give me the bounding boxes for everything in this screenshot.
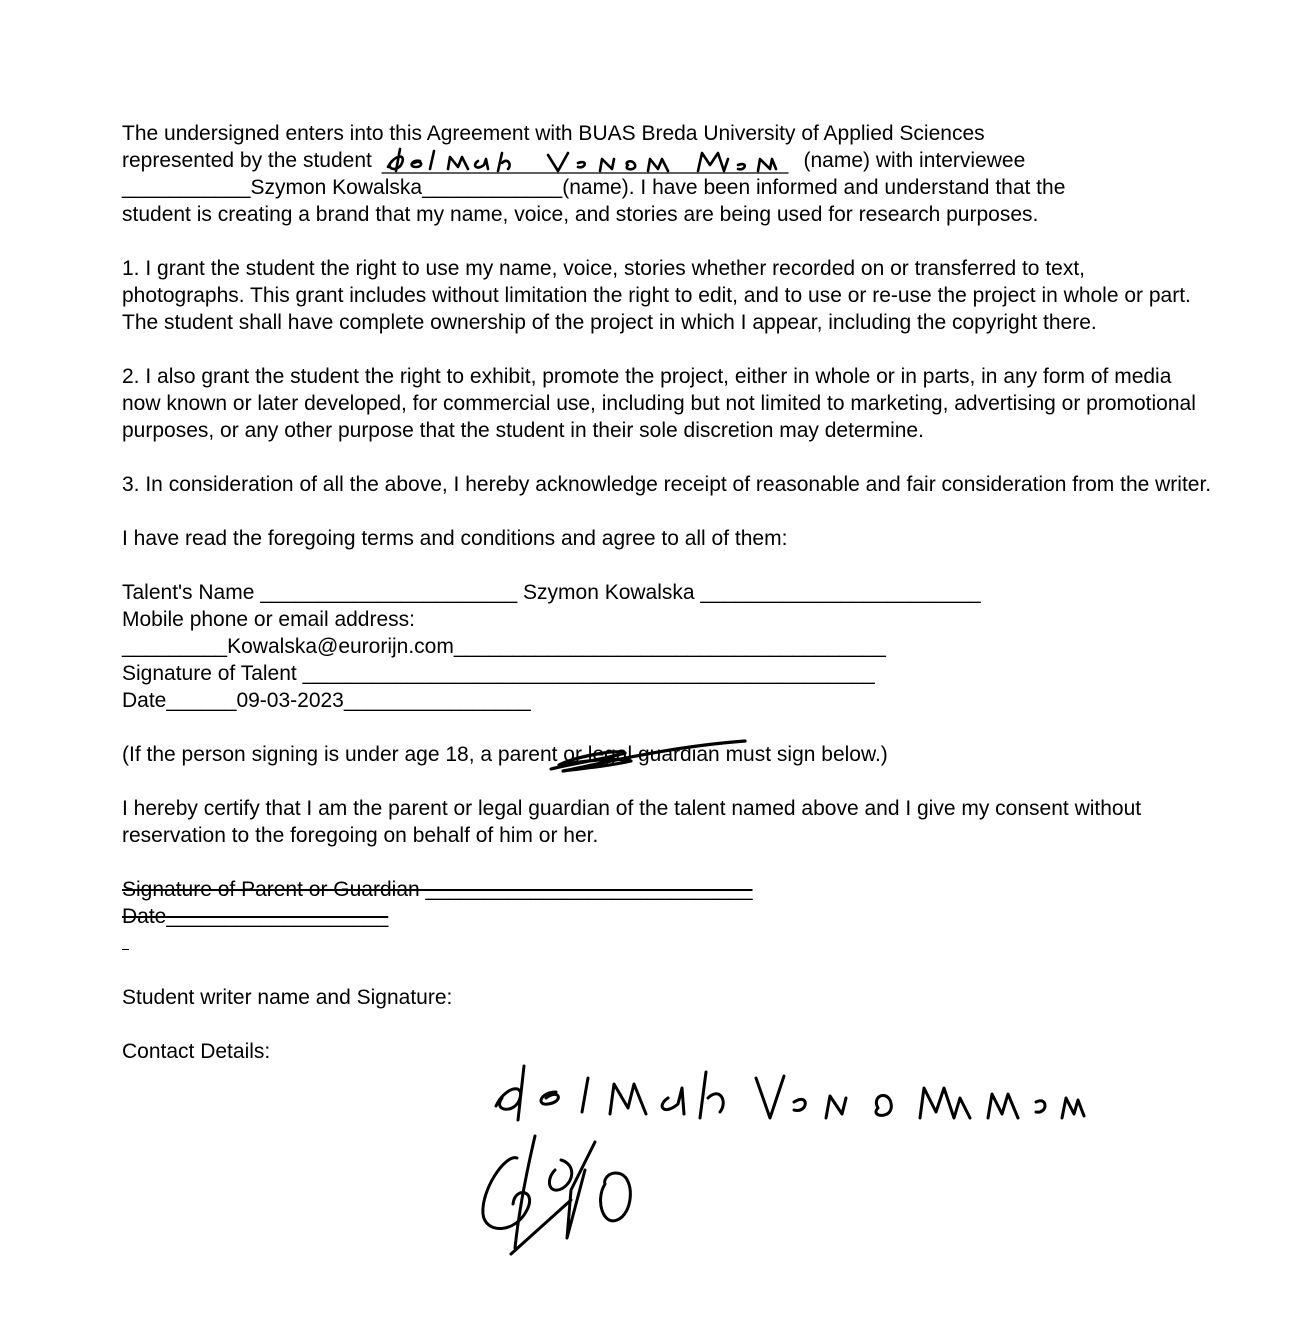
intro-line-3-post: ____________(name). I have been informed and understand that the bbox=[422, 176, 1066, 199]
handwritten-student-name bbox=[378, 147, 798, 174]
date-pre: Date______ bbox=[122, 689, 237, 712]
agreement-document bbox=[122, 120, 1212, 1065]
talent-name-tail: ________________________ bbox=[694, 581, 981, 604]
clause-3: 3. In consideration of all the above, I hereby acknowledge receipt of reasonable and fair consideration from the writer. bbox=[122, 473, 1212, 496]
contact-pre: _________ bbox=[122, 635, 228, 658]
date-value: 09-03-2023 bbox=[236, 689, 344, 712]
contact-label: Mobile phone or email address: bbox=[122, 608, 415, 631]
guardian-certify: I hereby certify that I am the parent or legal guardian of the talent named above and I give my consent without reservation to the foregoing on behalf of him or her. bbox=[122, 797, 1142, 847]
student-writer-label: Student writer name and Signature: bbox=[122, 986, 453, 1009]
clause-2: 2. I also grant the student the right to exhibit, promote the project, either in whole or in parts, in any form of media now known or later developed, for commercial use, including but not limited to marketing, advertising or promotional purposes, or any other purpose that the student in their sole discretion may determine. bbox=[122, 365, 1196, 442]
clause-1: 1. I grant the student the right to use my name, voice, stories whether recorded on or transferred to text, photographs. This grant includes without limitation the right to edit, and to use or re-use the project in whole or part. The student shall have complete ownership of the project in which I appear, including the copyright there. bbox=[122, 257, 1191, 334]
talent-block bbox=[122, 579, 1212, 714]
intro-line-4: student is creating a brand that my name, voice, and stories are being used for research purposes. bbox=[122, 203, 1039, 226]
interviewee-name: Szymon Kowalska bbox=[250, 176, 423, 199]
stray-dash bbox=[122, 941, 129, 950]
contact-value: Kowalska@eurorijn.com bbox=[227, 635, 454, 658]
date-tail: ________________ bbox=[343, 689, 531, 712]
intro-line-2-post: (name) with interviewee bbox=[797, 149, 1026, 172]
contact-details-label: Contact Details: bbox=[122, 1040, 271, 1063]
talent-name-label: Talent's Name ______________________ bbox=[122, 581, 524, 604]
guardian-signature-line: Signature of Parent or Guardian ____________________________ bbox=[122, 878, 753, 901]
intro-line-3-pre: ___________ bbox=[122, 176, 251, 199]
talent-name-value: Szymon Kowalska bbox=[523, 581, 695, 604]
intro-line-2-pre: represented by the student bbox=[122, 149, 378, 172]
minor-note: (If the person signing is under age 18, a parent or legal guardian must sign below.) bbox=[122, 743, 888, 766]
guardian-date-line: Date___________________ bbox=[122, 905, 389, 928]
agree-statement: I have read the foregoing terms and conditions and agree to all of them: bbox=[122, 527, 788, 550]
student-initials-signature bbox=[475, 1130, 645, 1260]
intro-paragraph bbox=[122, 120, 1212, 228]
contact-tail: _____________________________________ bbox=[453, 635, 886, 658]
student-handwritten-signature bbox=[488, 1058, 1158, 1128]
talent-signature-label: Signature of Talent _________________________________________________ bbox=[122, 662, 875, 685]
talent-signature bbox=[545, 733, 755, 778]
intro-line-1: The undersigned enters into this Agreement with BUAS Breda University of Applied Sciences bbox=[122, 122, 985, 145]
guardian-block bbox=[122, 876, 1212, 957]
